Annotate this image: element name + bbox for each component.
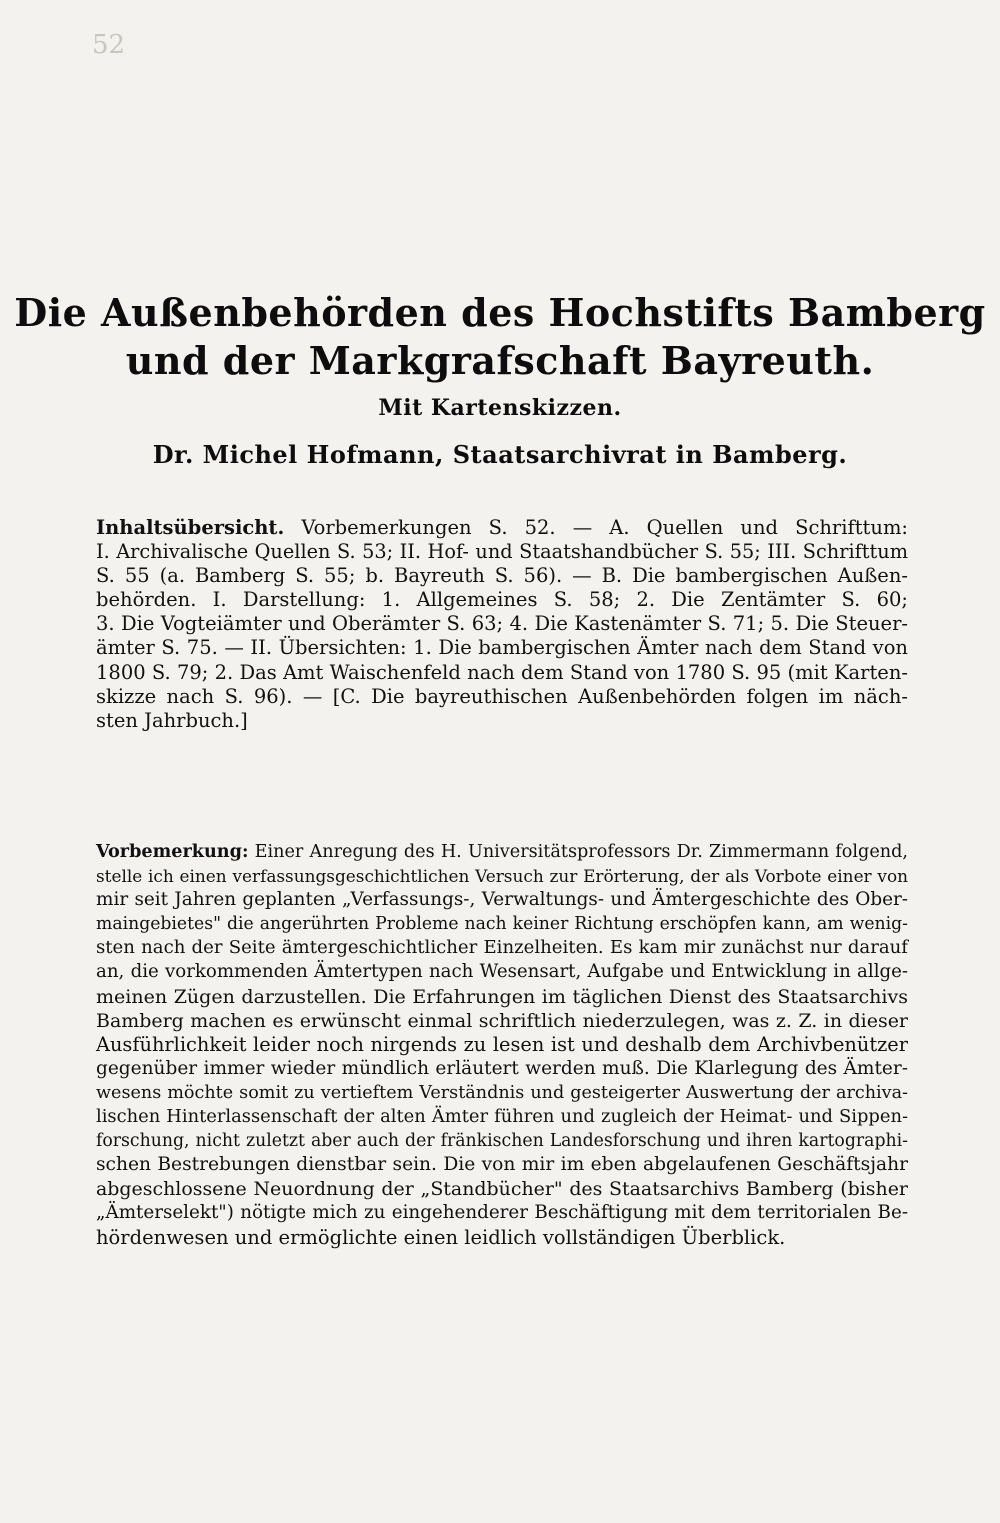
toc-line	[96, 516, 908, 540]
toc-line: 3. Die Vogteiämter und Oberämter S. 63; 4. Die Kastenämter S. 71; 5. Die Steuer-	[96, 612, 908, 636]
remark-line: gegenüber immer wieder mündlich erläutert werden muß. Die Klarlegung des Ämter-	[96, 1057, 908, 1079]
toc-line: I. Archivalische Quellen S. 53; II. Hof- und Staatshandbücher S. 55; III. Schrifttum	[96, 540, 908, 564]
remark-line-text: Einer Anregung des H. Universitätsprofessors Dr. Zimmermann folgend,	[254, 842, 908, 862]
toc-label: Inhaltsübersicht.	[96, 516, 285, 539]
toc-line: S. 55 (a. Bamberg S. 55; b. Bayreuth S. 56). — B. Die bambergischen Außen-	[96, 564, 908, 588]
table-of-contents	[96, 516, 908, 733]
remark-line: stelle ich einen verfassungsgeschichtlichen Versuch zur Erörterung, der als Vorbote einer von	[96, 866, 908, 887]
remark-line: forschung, nicht zuletzt aber auch der fränkischen Landesforschung und ihren kartographi-	[96, 1131, 908, 1152]
remark-line: Ausführlichkeit leider noch nirgends zu lesen ist und deshalb dem Archivbenützer	[96, 1032, 908, 1056]
page-number-bleed: 52	[92, 30, 126, 60]
toc-line: skizze nach S. 96). — [C. Die bayreuthischen Außenbehörden folgen im näch-	[96, 684, 908, 708]
remark-line: meinen Zügen darzustellen. Die Erfahrungen im täglichen Dienst des Staatsarchivs	[96, 985, 908, 1008]
remark-line: mir seit Jahren geplanten „Verfassungs-, Verwaltungs- und Ämtergeschichte des Ober-	[96, 889, 908, 911]
remark-line: an, die vorkommenden Ämtertypen nach Wesensart, Aufgabe und Entwicklung in allge-	[96, 961, 908, 983]
remark-line: hördenwesen und ermöglichte einen leidlich vollständigen Überblick.	[96, 1225, 786, 1249]
remark-line: sten nach der Seite ämtergeschichtlicher Einzelheiten. Es kam mir zunächst nur darauf	[96, 937, 908, 959]
remark-line: „Ämterselekt") nötigte mich zu eingehenderer Beschäftigung mit dem territorialen Be-	[96, 1202, 908, 1224]
remark-line: schen Bestrebungen dienstbar sein. Die von mir im eben abgelaufenen Geschäftsjahr	[96, 1154, 908, 1176]
toc-line: ämter S. 75. — II. Übersichten: 1. Die bambergischen Ämter nach dem Stand von	[96, 636, 908, 660]
article-subtitle: Mit Kartenskizzen.	[378, 395, 622, 421]
remark-line: lischen Hinterlassenschaft der alten Ämter führen und zugleich der Heimat- und Sippen-	[96, 1106, 908, 1128]
article-title-line-1: Die Außenbehörden des Hochstifts Bamberg	[14, 290, 986, 335]
remark-label: Vorbemerkung:	[96, 841, 249, 862]
remark-line	[96, 840, 908, 864]
article-title-line-2: und der Markgrafschaft Bayreuth.	[125, 338, 875, 383]
toc-line: behörden. I. Darstellung: 1. Allgemeines S. 58; 2. Die Zentämter S. 60;	[96, 588, 908, 612]
toc-line: 1800 S. 79; 2. Das Amt Waischenfeld nach dem Stand von 1780 S. 95 (mit Karten-	[96, 660, 908, 684]
remark-line: Bamberg machen es erwünscht einmal schriftlich niederzulegen, was z. Z. in dieser	[96, 1009, 908, 1032]
preliminary-remark	[96, 840, 908, 1250]
author-line: Dr. Michel Hofmann, Staatsarchivrat in Bamberg.	[152, 440, 848, 469]
remark-line: abgeschlossene Neuordnung der „Standbücher" des Staatsarchivs Bamberg (bisher	[96, 1178, 908, 1201]
toc-line: sten Jahrbuch.]	[96, 708, 248, 732]
toc-line-text: Vorbemerkungen S. 52. — A. Quellen und Schrifttum:	[301, 516, 909, 539]
remark-line: wesens möchte somit zu vertieftem Verständnis und gesteigerter Auswertung der archiva-	[96, 1082, 908, 1103]
remark-line: maingebietes" die angerührten Probleme nach keiner Richtung erschöpfen kann, am wenig-	[96, 914, 908, 935]
